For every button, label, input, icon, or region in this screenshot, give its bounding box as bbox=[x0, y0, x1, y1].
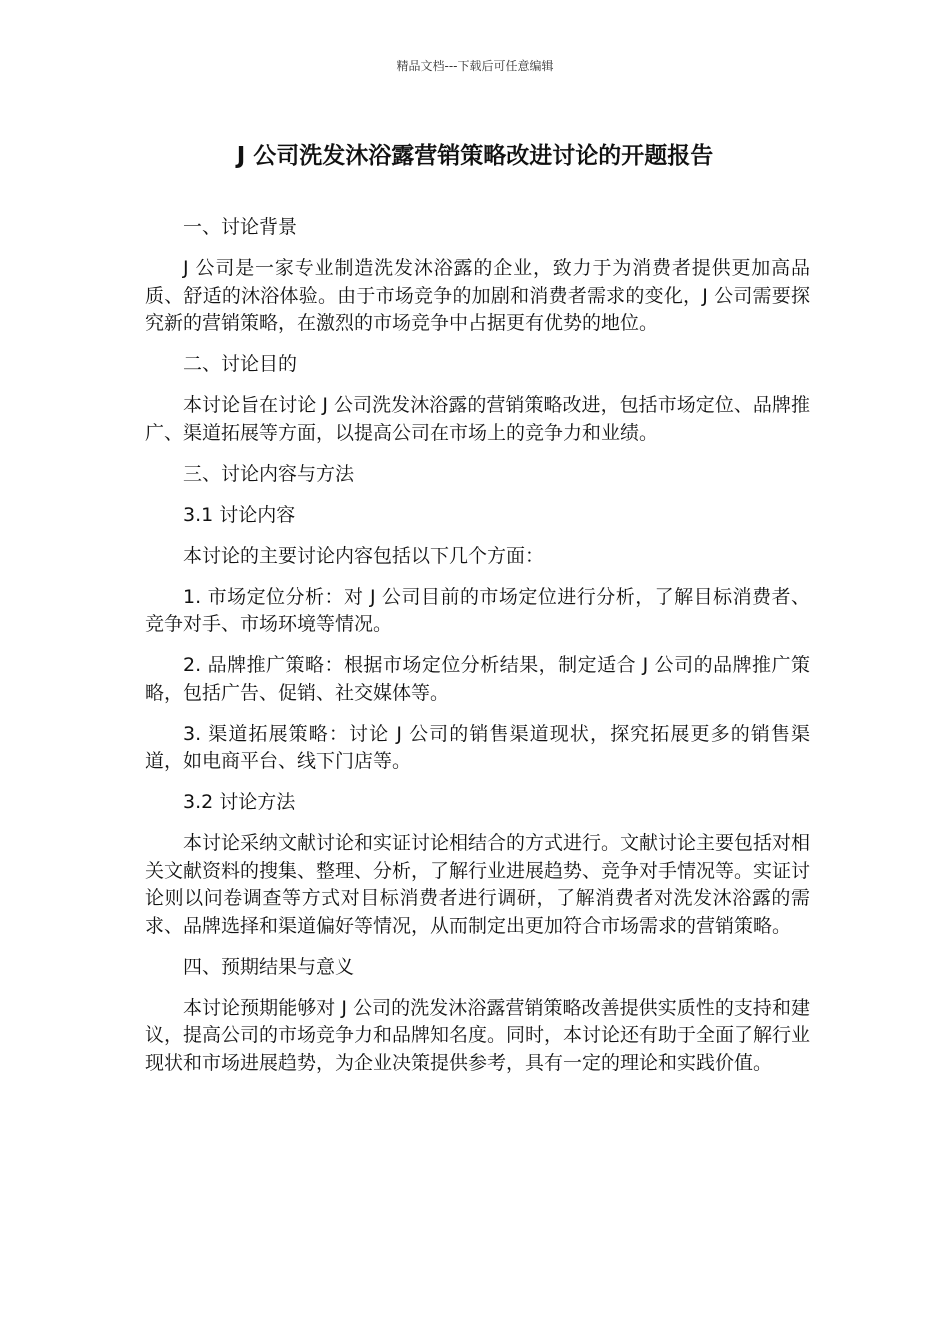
list-item-channel-expansion: 3. 渠道拓展策略：讨论 J 公司的销售渠道现状，探究拓展更多的销售渠道，如电商平台、线下门店等。 bbox=[145, 722, 810, 772]
subsection-heading-method: 3.2 讨论方法 bbox=[183, 791, 296, 813]
paragraph-expected-results: 本讨论预期能够对 J 公司的洗发沐浴露营销策略改善提供实质性的支持和建议，提高公司的市场竞争力和品牌知名度。同时，本讨论还有助于全面了解行业现状和市场进展趋势，为企业决策提供参考，具有一定的理论和实践价值。 bbox=[145, 996, 811, 1074]
list-item-market-positioning: 1. 市场定位分析：对 J 公司目前的市场定位进行分析，了解目标消费者、竞争对手、市场环境等情况。 bbox=[145, 585, 810, 635]
section-heading-purpose: 二、讨论目的 bbox=[183, 353, 298, 375]
paragraph-method: 本讨论采纳文献讨论和实证讨论相结合的方式进行。文献讨论主要包括对相关文献资料的搜集、整理、分析，了解行业进展趋势、竞争对手情况等。实证讨论则以问卷调查等方式对目标消费者进行调研，了解消费者对洗发沐浴露的需求、品牌选择和渠道偏好等情况，从而制定出更加符合市场需求的营销策略。 bbox=[145, 832, 811, 937]
paragraph-background: J 公司是一家专业制造洗发沐浴露的企业，致力于为消费者提供更加高品质、舒适的沐浴体验。由于市场竞争的加剧和消费者需求的变化，J 公司需要探究新的营销策略，在激烈的市场竞争中占据更有优势的地位。 bbox=[145, 257, 810, 334]
paragraph-content-intro: 本讨论的主要讨论内容包括以下几个方面： bbox=[183, 544, 545, 567]
document-body bbox=[145, 214, 810, 1091]
section-heading-background: 一、讨论背景 bbox=[183, 216, 298, 238]
page-header: 精品文档---下载后可任意编辑 bbox=[396, 59, 554, 73]
paragraph-purpose: 本讨论旨在讨论 J 公司洗发沐浴露的营销策略改进，包括市场定位、品牌推广、渠道拓展等方面，以提高公司在市场上的竞争力和业绩。 bbox=[145, 394, 810, 444]
subsection-heading-content: 3.1 讨论内容 bbox=[183, 503, 296, 526]
section-heading-expected-results: 四、预期结果与意义 bbox=[183, 955, 355, 978]
section-heading-content-method: 三、讨论内容与方法 bbox=[183, 462, 355, 485]
document-title: J 公司洗发沐浴露营销策略改进讨论的开题报告 bbox=[236, 143, 714, 169]
list-item-brand-promotion: 2. 品牌推广策略：根据市场定位分析结果，制定适合 J 公司的品牌推广策略，包括广告、促销、社交媒体等。 bbox=[145, 654, 810, 704]
